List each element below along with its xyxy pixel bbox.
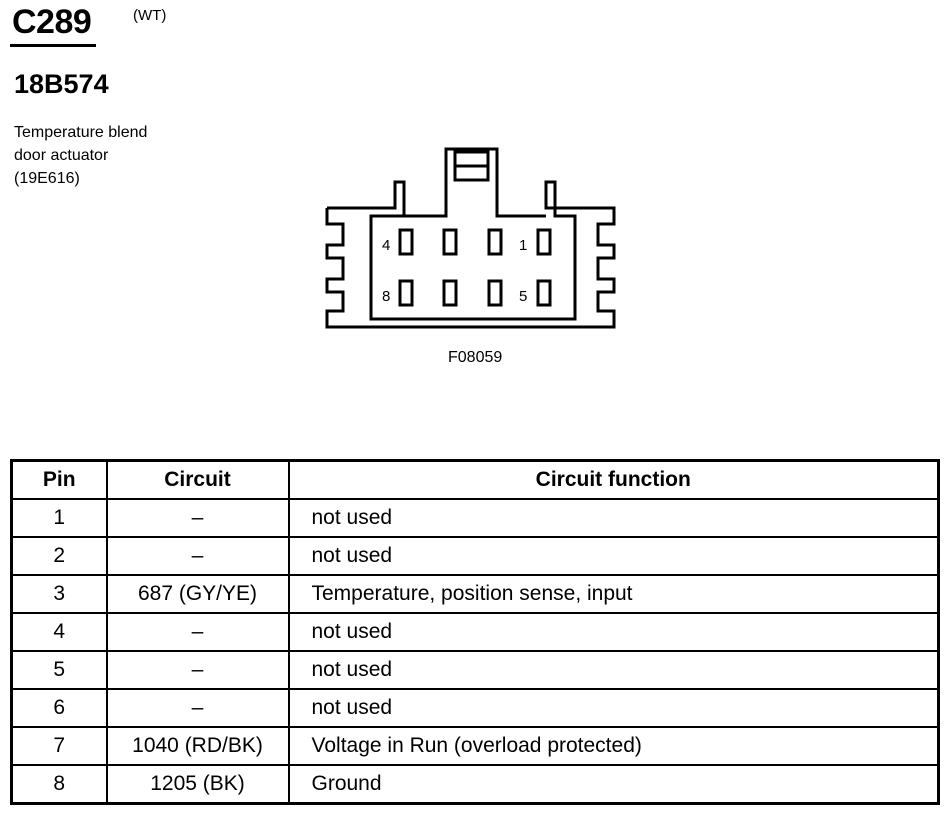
table-header-row (12, 461, 939, 500)
cell-pin: 3 (12, 575, 107, 613)
cell-circuit: 687 (GY/YE) (107, 575, 289, 613)
cell-function: Voltage in Run (overload protected) (289, 727, 939, 765)
table-row (12, 613, 939, 651)
cell-pin: 8 (12, 765, 107, 804)
table-row (12, 765, 939, 804)
pin-cavity (489, 230, 501, 254)
part-number: 18B574 (14, 69, 109, 99)
pin-cavity (400, 230, 412, 254)
cell-pin: 6 (12, 689, 107, 727)
cell-function: Ground (289, 765, 939, 804)
cell-circuit: 1205 (BK) (107, 765, 289, 804)
pin-cavity (444, 230, 456, 254)
connector-id: C289 (12, 3, 92, 41)
cell-function: not used (289, 613, 939, 651)
header-circuit-function: Circuit function (289, 461, 939, 500)
cell-pin: 4 (12, 613, 107, 651)
pin-cavity (444, 281, 456, 305)
pin-label-1: 1 (519, 237, 528, 254)
cell-circuit: – (107, 499, 289, 537)
cell-function: Temperature, position sense, input (289, 575, 939, 613)
cell-function: not used (289, 689, 939, 727)
figure-id: F08059 (448, 349, 503, 366)
cell-pin: 1 (12, 499, 107, 537)
header-pin: Pin (12, 461, 107, 500)
table-row (12, 575, 939, 613)
cell-pin: 7 (12, 727, 107, 765)
cell-pin: 5 (12, 651, 107, 689)
table-row (12, 689, 939, 727)
table-row (12, 651, 939, 689)
pin-cavity (538, 281, 550, 305)
pin-cavity (538, 230, 550, 254)
pin-cavities (400, 230, 550, 305)
description-line: Temperature blend (14, 124, 148, 141)
table-row (12, 727, 939, 765)
pin-label-5: 5 (519, 288, 528, 305)
header-circuit: Circuit (107, 461, 289, 500)
cell-circuit: – (107, 689, 289, 727)
pin-table (10, 459, 940, 805)
connector-face-diagram (0, 0, 950, 400)
connector-outer-housing (327, 182, 614, 327)
cell-circuit: 1040 (RD/BK) (107, 727, 289, 765)
pin-cavity (400, 281, 412, 305)
cell-function: not used (289, 651, 939, 689)
cell-circuit: – (107, 537, 289, 575)
cell-pin: 2 (12, 537, 107, 575)
description-line: door actuator (14, 147, 109, 164)
connector-tag: (WT) (133, 7, 167, 24)
description-line: (19E616) (14, 170, 80, 187)
cell-function: not used (289, 499, 939, 537)
pin-label-4: 4 (382, 237, 391, 254)
cell-function: not used (289, 537, 939, 575)
connector-latch (404, 149, 546, 216)
table-row (12, 499, 939, 537)
cell-circuit: – (107, 651, 289, 689)
pin-label-8: 8 (382, 288, 391, 305)
table-row (12, 537, 939, 575)
cell-circuit: – (107, 613, 289, 651)
pin-cavity (489, 281, 501, 305)
